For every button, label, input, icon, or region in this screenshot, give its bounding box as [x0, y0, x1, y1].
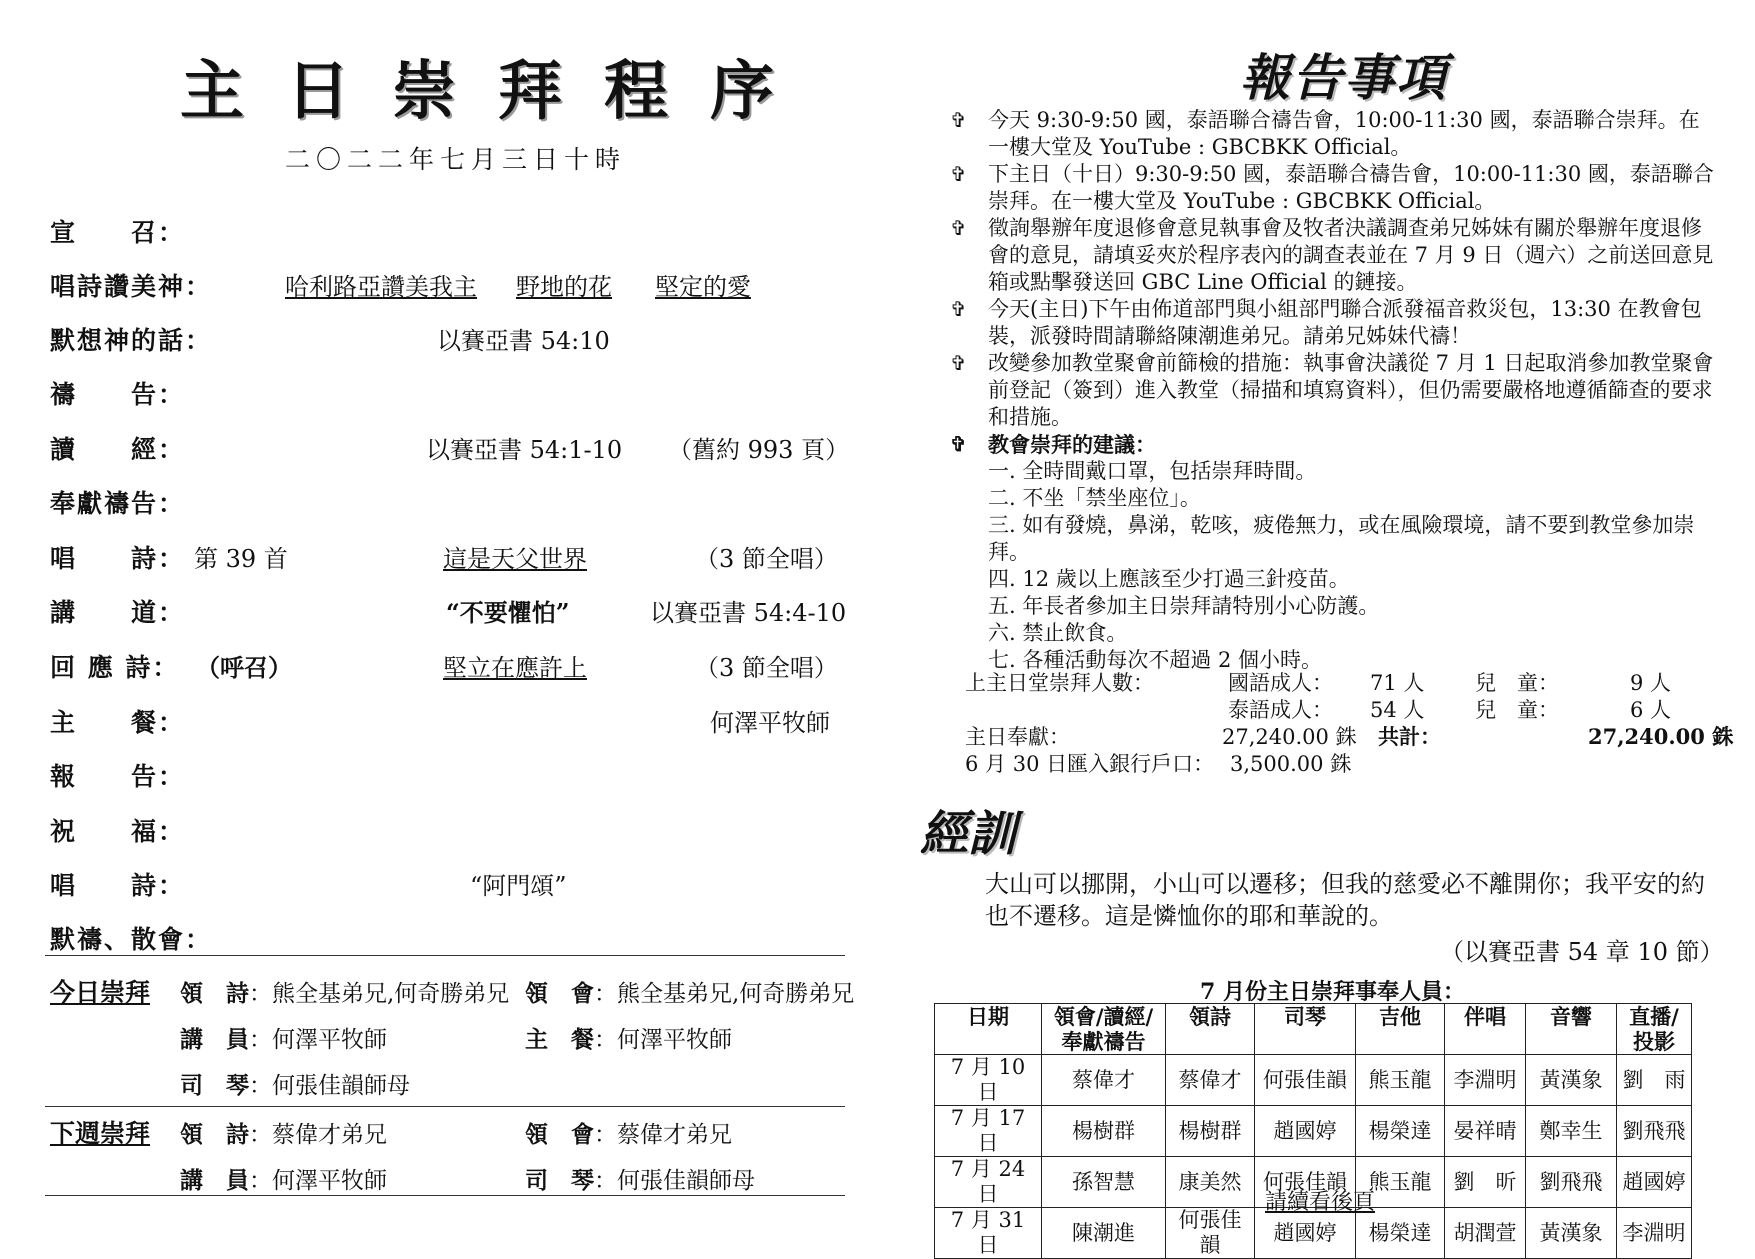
- row-label: 奉獻禱告：: [50, 489, 186, 518]
- row-label: 宣 召：: [50, 218, 186, 247]
- announcement-item: ✞ 下主日（十日）9:30-9:50 國，泰語聯合禱告會，10:00-11:30 國，泰語聯合崇拜。在一樓大堂及 YouTube : GBCBKK Official。: [950, 162, 1714, 213]
- suggestion-item: 一. 全時間戴口罩，包括崇拜時間。: [988, 459, 1317, 483]
- program-date: 二〇二二年七月三日十時: [285, 145, 627, 174]
- suggestions-title: ✞ 教會崇拜的建議：: [950, 432, 1156, 457]
- row-label: 報 告：: [50, 762, 186, 791]
- child-label: 兒 童：: [1475, 671, 1559, 695]
- table-cell: 胡潤萱: [1445, 1208, 1526, 1259]
- column-header: 領詩: [1166, 1004, 1255, 1055]
- announcements-list: [950, 107, 1720, 674]
- table-cell: 楊樹群: [1166, 1106, 1255, 1157]
- table-cell: 7 月 17 日: [935, 1106, 1042, 1157]
- offering-label: 主日奉獻：: [965, 725, 1070, 749]
- child-count: 9 人: [1630, 671, 1672, 695]
- row-label: 祝 福：: [50, 817, 186, 846]
- table-cell: 蔡偉才: [1042, 1055, 1166, 1106]
- suggestion-item: 二. 不坐「禁坐座位」。: [988, 486, 1201, 510]
- thai-adult-label: 泰語成人：: [1228, 698, 1333, 722]
- sermon-title: “不要懼怕”: [446, 598, 570, 627]
- announcement-item: ✞ 今天 9:30-9:50 國，泰語聯合禱告會，10:00-11:30 國，泰語聯合崇拜。在一樓大堂及 YouTube : GBCBKK Official。: [950, 108, 1700, 159]
- cross-icon: ✞: [950, 108, 967, 132]
- verse-text: 大山可以挪開，小山可以遷移；但我的慈愛必不離開你；我平安的約也不遷移。這是憐恤你的耶和華說的。: [985, 870, 1705, 930]
- response-hymn: 堅立在應許上: [443, 654, 587, 682]
- table-row: [935, 1055, 1692, 1106]
- reading-page: （舊約 993 頁）: [668, 436, 850, 464]
- mandarin-adult-count: 71 人: [1370, 671, 1425, 695]
- divider: [45, 955, 845, 956]
- table-cell: 何張佳韻: [1255, 1157, 1356, 1208]
- table-cell: 熊玉龍: [1356, 1055, 1445, 1106]
- doxology: “阿門頌”: [470, 872, 567, 900]
- table-cell: 楊樹群: [1042, 1106, 1166, 1157]
- table-row: [935, 1106, 1692, 1157]
- hymn-number: 第 39 首: [194, 545, 288, 573]
- announcement-item: ✞ 今天(主日)下午由佈道部門與小組部門聯合派發福音救災包，13:30 在教會包裝，派發時間請聯絡陳潮進弟兄。請弟兄姊妹代禱！: [950, 297, 1702, 348]
- duty-role: 領 會：熊全基弟兄,何奇勝弟兄: [525, 980, 855, 1007]
- announcement-item: ✞ 徵詢舉辦年度退修會意見執事會及牧者決議調查弟兄姊妹有關於舉辦年度退修會的意見，請填妥夾於程序表內的調查表並在 7 月 9 日（週六）之前送回意見箱或點擊發送回 GBC Line Official 的鏈接。: [950, 216, 1714, 294]
- table-cell: 趙國婷: [1617, 1157, 1692, 1208]
- duty-role: 領 詩：蔡偉才弟兄: [180, 1121, 387, 1148]
- duty-role: 領 詩：熊全基弟兄,何奇勝弟兄: [180, 980, 510, 1007]
- table-cell: 李淵明: [1617, 1208, 1692, 1259]
- hymn-1: 哈利路亞讚美我主: [285, 273, 477, 301]
- column-header: 吉他: [1356, 1004, 1445, 1055]
- suggestion-item: 三. 如有發燒，鼻涕，乾咳，疲倦無力，或在風險環境，請不要到教堂參加崇拜。: [988, 513, 1695, 564]
- announcements-title: 報告事項: [1240, 48, 1448, 107]
- suggestion-item: 七. 各種活動每次不超過 2 個小時。: [988, 648, 1323, 672]
- table-cell: 孫智慧: [1042, 1157, 1166, 1208]
- column-header: 音響: [1526, 1004, 1617, 1055]
- thai-adult-count: 54 人: [1370, 698, 1425, 722]
- column-header: 伴唱: [1445, 1004, 1526, 1055]
- row-label: 主 餐：: [50, 708, 186, 737]
- sermon-verse: 以賽亞書 54:4-10: [650, 599, 847, 627]
- table-cell: 劉飛飛: [1617, 1106, 1692, 1157]
- divider: [45, 1106, 845, 1107]
- cross-icon: ✞: [950, 432, 967, 456]
- column-header: 領會/讀經/奉獻禱告: [1042, 1004, 1166, 1055]
- cross-icon: ✞: [950, 297, 967, 321]
- next-week-header: 下週崇拜: [50, 1119, 151, 1148]
- cross-icon: ✞: [950, 216, 967, 240]
- verse-title: 經訓: [920, 806, 1017, 862]
- table-cell: 黃漢象: [1526, 1055, 1617, 1106]
- child-label: 兒 童：: [1475, 698, 1559, 722]
- table-cell: 7 月 31 日: [935, 1208, 1042, 1259]
- today-header: 今日崇拜: [50, 978, 151, 1007]
- row-label: 禱 告：: [50, 380, 186, 409]
- total-label: 共計：: [1378, 724, 1441, 749]
- table-cell: 陳潮進: [1042, 1208, 1166, 1259]
- meditation-verse: 以賽亞書 54:10: [437, 327, 610, 355]
- table-cell: 劉 昕: [1445, 1157, 1526, 1208]
- verse-reference: （以賽亞書 54 章 10 節）: [1440, 938, 1724, 966]
- hymn-verses: （3 節全唱）: [695, 545, 838, 573]
- table-cell: 晏祥晴: [1445, 1106, 1526, 1157]
- suggestion-item: 六. 禁止飲食。: [988, 621, 1128, 645]
- row-label: 讀 經：: [50, 435, 186, 464]
- bank-label: 6 月 30 日匯入銀行戶口：: [965, 752, 1215, 776]
- duty-role: 領 會：蔡偉才弟兄: [525, 1121, 732, 1148]
- table-cell: 康美然: [1166, 1157, 1255, 1208]
- table-cell: 何張佳韻: [1166, 1208, 1255, 1259]
- column-header: 司琴: [1255, 1004, 1356, 1055]
- row-label: 唱詩讚美神：: [50, 272, 213, 301]
- response-verses: （3 節全唱）: [695, 654, 838, 682]
- table-cell: 趙國婷: [1255, 1106, 1356, 1157]
- attendance-label: 上主日堂崇拜人數：: [965, 671, 1154, 695]
- child-count: 6 人: [1630, 698, 1672, 722]
- duty-role: 主 餐：何澤平牧師: [525, 1026, 732, 1053]
- suggestion-item: 五. 年長者參加主日崇拜請特別小心防護。: [988, 594, 1380, 618]
- row-label: 默想神的話：: [50, 326, 213, 355]
- table-cell: 李淵明: [1445, 1055, 1526, 1106]
- table-cell: 劉飛飛: [1526, 1157, 1617, 1208]
- table-header-row: [935, 1004, 1692, 1055]
- hymn-2: 野地的花: [516, 273, 612, 301]
- duty-role: 講 員：何澤平牧師: [180, 1167, 387, 1194]
- table-cell: 鄭幸生: [1526, 1106, 1617, 1157]
- table-cell: 7 月 10 日: [935, 1055, 1042, 1106]
- table-cell: 蔡偉才: [1166, 1055, 1255, 1106]
- row-label: 回 應 詩：: [50, 653, 180, 682]
- row-label: 講 道：: [50, 598, 186, 627]
- table-cell: 楊榮達: [1356, 1106, 1445, 1157]
- hymn-title: 這是天父世界: [443, 545, 587, 573]
- table-cell: 7 月 24 日: [935, 1157, 1042, 1208]
- table-cell: 熊玉龍: [1356, 1157, 1445, 1208]
- table-cell: 趙國婷: [1255, 1208, 1356, 1259]
- hymn-3: 堅定的愛: [655, 273, 751, 301]
- table-cell: 劉 雨: [1617, 1055, 1692, 1106]
- total-amount: 27,240.00 銖: [1588, 724, 1734, 749]
- column-header: 日期: [935, 1004, 1042, 1055]
- program-title: 主日崇拜程序: [180, 54, 816, 129]
- continue-link[interactable]: 請續看後頁: [1265, 1190, 1376, 1215]
- mandarin-adult-label: 國語成人：: [1228, 671, 1333, 695]
- duty-role: 講 員：何澤平牧師: [180, 1026, 387, 1053]
- announcement-item: ✞ 改變參加教堂聚會前篩檢的措施：執事會決議從 7 月 1 日起取消參加教堂聚會前登記（簽到）進入教堂（掃描和填寫資料），但仍需要嚴格地遵循篩查的要求和措施。: [950, 351, 1714, 429]
- reading-verse: 以賽亞書 54:1-10: [426, 436, 623, 464]
- cross-icon: ✞: [950, 162, 967, 186]
- bank-amount: 3,500.00 銖: [1230, 752, 1352, 776]
- row-label: 默禱、散會：: [50, 925, 213, 954]
- communion-pastor: 何澤平牧師: [710, 709, 830, 737]
- suggestion-item: 四. 12 歲以上應該至少打過三針疫苗。: [988, 567, 1350, 591]
- response-note: （呼召）: [196, 653, 292, 682]
- duty-role: 司 琴：何張佳韻師母: [180, 1072, 410, 1099]
- cross-icon: ✞: [950, 351, 967, 375]
- row-label: 唱 詩：: [50, 544, 186, 573]
- column-header: 直播/投影: [1617, 1004, 1692, 1055]
- roster-table: [934, 1003, 1692, 1259]
- offering-amount: 27,240.00 銖: [1222, 725, 1357, 749]
- row-label: 唱 詩：: [50, 871, 186, 900]
- duty-role: 司 琴：何張佳韻師母: [525, 1167, 755, 1194]
- table-cell: 黃漢象: [1526, 1208, 1617, 1259]
- table-cell: 何張佳韻: [1255, 1055, 1356, 1106]
- roster-title: 7 月份主日崇拜事奉人員：: [1200, 979, 1465, 1005]
- table-cell: 楊榮達: [1356, 1208, 1445, 1259]
- divider: [45, 1195, 845, 1196]
